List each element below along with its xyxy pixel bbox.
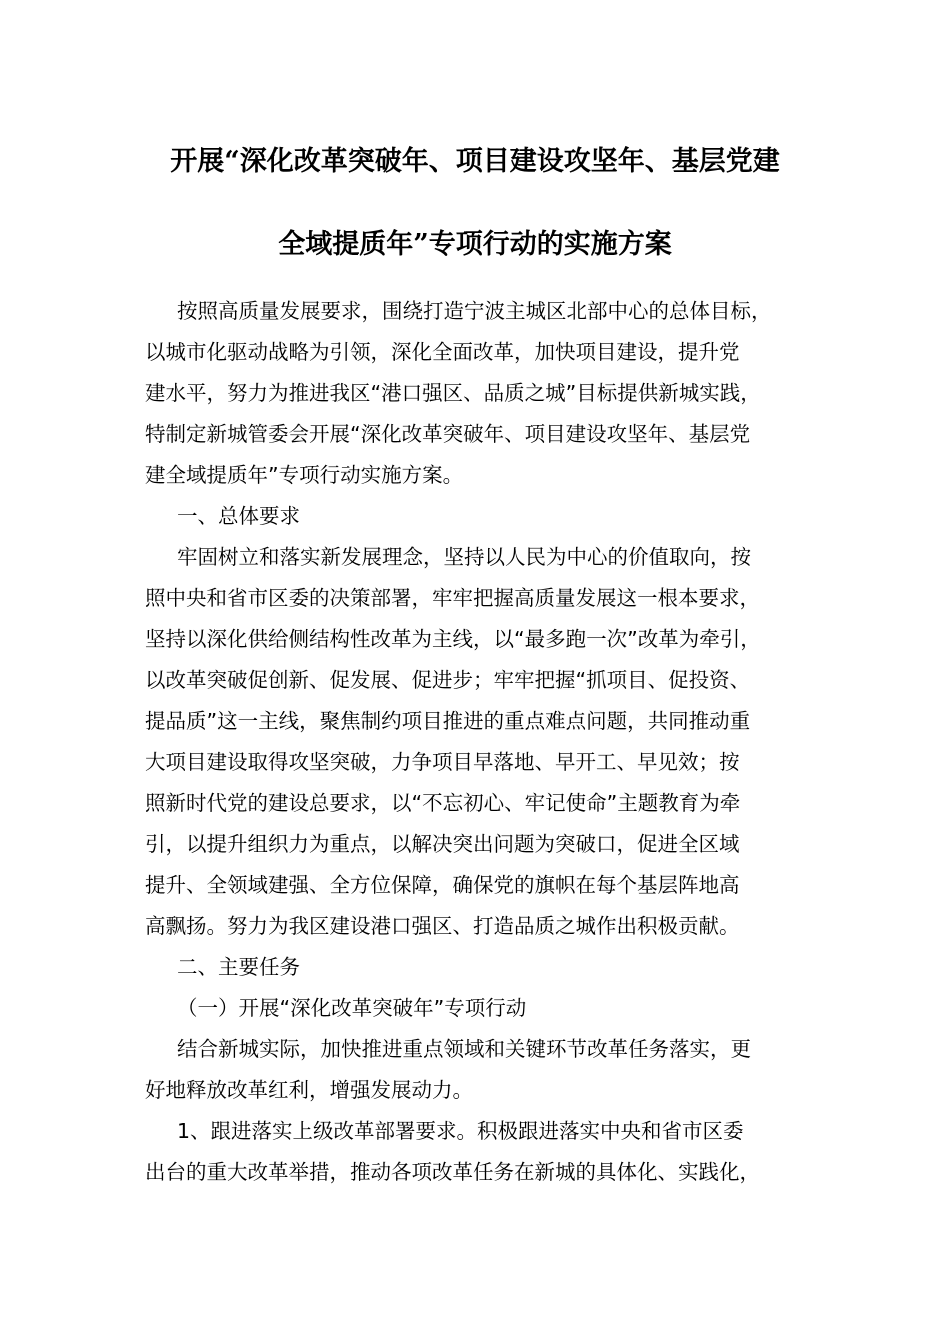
paragraph-line: 出台的重大改革举措，推动各项改革任务在新城的具体化、实践化， [145, 1160, 760, 1184]
paragraph-line: 高飘扬。努力为我区建设港口强区、打造品质之城作出积极贡献。 [145, 914, 740, 938]
paragraph-line: 特制定新城管委会开展“深化改革突破年、项目建设攻坚年、基层党 [145, 422, 751, 446]
document-title-line-2: 全域提质年”专项行动的实施方案 [278, 229, 672, 260]
paragraph-line: 1、跟进落实上级改革部署要求。积极跟进落实中央和省市区委 [177, 1119, 744, 1143]
paragraph-line: 提品质”这一主线，聚焦制约项目推进的重点难点问题，共同推动重 [145, 709, 751, 733]
paragraph-line: 结合新城实际，加快推进重点领域和关键环节改革任务落实，更 [177, 1037, 751, 1061]
paragraph-line: 牢固树立和落实新发展理念，坚持以人民为中心的价值取向，按 [177, 545, 751, 569]
paragraph-line: 引，以提升组织力为重点，以解决突出问题为突破口，促进全区域 [145, 832, 740, 856]
paragraph-line: 以改革突破促创新、促发展、促进步；牢牢把握“抓项目、促投资、 [145, 668, 751, 692]
paragraph-line: 照中央和省市区委的决策部署，牢牢把握高质量发展这一根本要求， [145, 586, 760, 610]
section-heading: 二、主要任务 [177, 955, 300, 979]
paragraph-line: 按照高质量发展要求，围绕打造宁波主城区北部中心的总体目标， [177, 299, 772, 323]
paragraph-line: 以城市化驱动战略为引领，深化全面改革，加快项目建设，提升党 [145, 340, 740, 364]
paragraph-line: 提升、全领域建强、全方位保障，确保党的旗帜在每个基层阵地高 [145, 873, 740, 897]
paragraph-line: 照新时代党的建设总要求，以“不忘初心、牢记使命”主题教育为牵 [145, 791, 741, 815]
paragraph-line: 坚持以深化供给侧结构性改革为主线，以“最多跑一次”改革为牵引， [145, 627, 761, 651]
section-heading: 一、总体要求 [177, 504, 300, 528]
paragraph-line: 建水平，努力为推进我区“港口强区、品质之城”目标提供新城实践， [145, 381, 761, 405]
document-title-line-1: 开展“深化改革突破年、项目建设攻坚年、基层党建 [170, 146, 780, 177]
subsection-heading: （一）开展“深化改革突破年”专项行动 [177, 996, 527, 1020]
paragraph-line: 好地释放改革红利，增强发展动力。 [145, 1078, 473, 1102]
paragraph-line: 大项目建设取得攻坚突破，力争项目早落地、早开工、早见效；按 [145, 750, 740, 774]
paragraph-line: 建全域提质年”专项行动实施方案。 [145, 463, 464, 487]
